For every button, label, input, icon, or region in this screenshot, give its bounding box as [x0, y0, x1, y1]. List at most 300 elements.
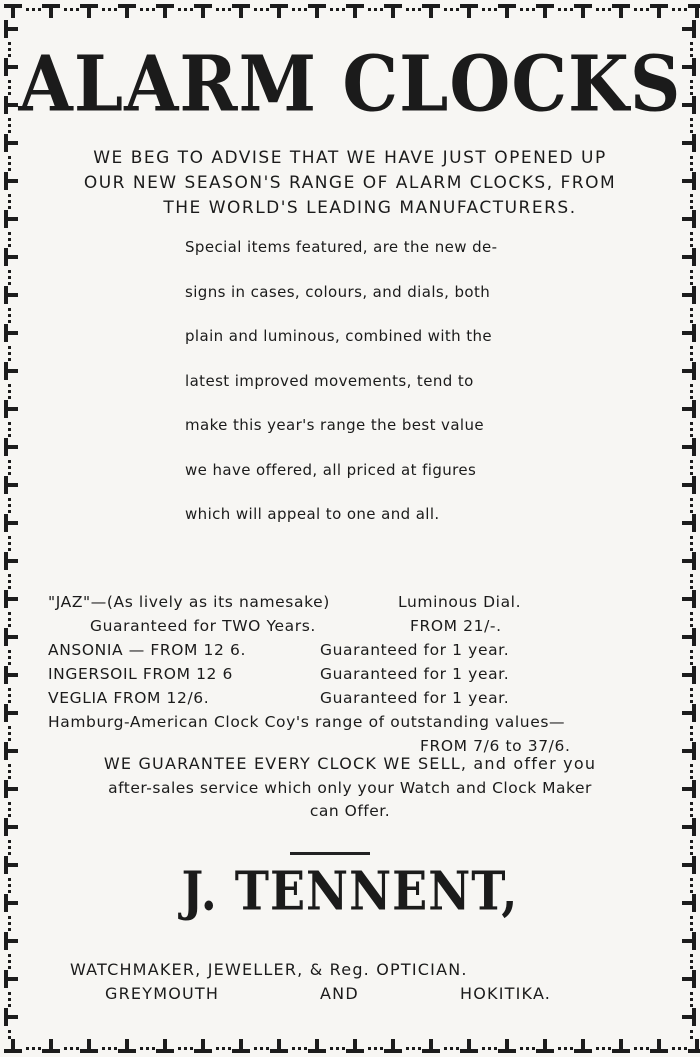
border-ornament	[646, 8, 649, 11]
border-ornament	[8, 314, 11, 317]
border-ornament	[8, 428, 11, 431]
product-name: ANSONIA — FROM 12 6.	[48, 641, 246, 659]
product-row	[48, 662, 648, 686]
border-ornament	[254, 8, 257, 11]
border-ornament	[391, 1039, 395, 1053]
border-ornament	[304, 1047, 307, 1050]
border-ornament	[682, 141, 696, 145]
border-ornament	[8, 852, 11, 855]
town-greymouth: GREYMOUTH	[105, 984, 220, 1003]
border-ornament	[682, 597, 696, 601]
border-ornament	[4, 217, 18, 221]
border-ornament	[8, 624, 11, 627]
border-ornament	[336, 8, 339, 11]
border-ornament	[690, 358, 693, 361]
border-ornament	[70, 8, 73, 11]
border-ornament	[8, 954, 11, 957]
border-ornament	[8, 422, 11, 425]
border-ornament	[108, 8, 111, 11]
border-ornament	[690, 472, 693, 475]
border-ornament	[682, 445, 696, 449]
border-ornament	[8, 922, 11, 925]
border-ornament	[8, 270, 11, 273]
border-ornament	[163, 1039, 167, 1053]
border-ornament	[456, 1047, 459, 1050]
border-ornament	[640, 8, 643, 11]
border-ornament	[49, 4, 53, 18]
border-ornament	[690, 244, 693, 247]
paragraph-line: which will appeal to one and all.	[185, 505, 440, 523]
border-ornament	[690, 1030, 693, 1033]
border-ornament	[690, 232, 693, 235]
border-ornament	[4, 787, 18, 791]
border-ornament	[4, 1015, 18, 1019]
border-ornament	[4, 407, 18, 411]
border-ornament	[8, 548, 11, 551]
paragraph-line: latest improved movements, tend to	[185, 371, 474, 390]
border-ornament	[488, 1047, 491, 1050]
guarantee-line: can Offer.	[309, 802, 391, 820]
border-ornament	[190, 8, 193, 11]
product-detail: Guaranteed for 1 year.	[320, 641, 510, 659]
border-ornament	[49, 1039, 53, 1053]
border-ornament	[277, 1039, 281, 1053]
border-ornament	[184, 1047, 187, 1050]
product-detail: FROM 7/6 to 37/6.	[420, 737, 571, 755]
border-ornament	[488, 8, 491, 11]
border-ornament	[26, 1047, 29, 1050]
border-ornament	[87, 4, 91, 18]
border-ornament	[8, 700, 11, 703]
border-ornament	[178, 1047, 181, 1050]
border-ornament	[4, 179, 18, 183]
border-ornament	[619, 4, 623, 18]
border-ornament	[8, 156, 11, 159]
border-ornament	[682, 825, 696, 829]
border-ornament	[684, 1047, 687, 1050]
border-ornament	[602, 8, 605, 11]
border-ornament	[690, 726, 693, 729]
border-ornament	[8, 460, 11, 463]
border-ornament	[690, 612, 693, 615]
border-ornament	[690, 168, 693, 171]
border-ornament	[64, 8, 67, 11]
border-ornament	[690, 346, 693, 349]
border-ornament	[690, 460, 693, 463]
border-ornament	[87, 1039, 91, 1053]
border-ornament	[4, 27, 18, 31]
border-ornament	[450, 1047, 453, 1050]
product-name: Guaranteed for TWO Years.	[90, 617, 316, 635]
border-ornament	[216, 1047, 219, 1050]
border-ornament	[102, 1047, 105, 1050]
border-ornament	[412, 8, 415, 11]
border-ornament	[8, 384, 11, 387]
border-ornament	[4, 635, 18, 639]
border-ornament	[690, 732, 693, 735]
border-ornament	[690, 960, 693, 963]
border-ornament	[4, 711, 18, 715]
border-ornament	[690, 434, 693, 437]
border-ornament	[690, 700, 693, 703]
border-ornament	[429, 4, 433, 18]
border-ornament	[8, 992, 11, 995]
border-ornament	[543, 1039, 547, 1053]
divider-rule	[290, 852, 370, 855]
border-ornament	[682, 787, 696, 791]
border-ornament	[8, 130, 11, 133]
border-ornament	[690, 840, 693, 843]
border-ornament	[412, 1047, 415, 1050]
border-ornament	[682, 673, 696, 677]
border-ornament	[690, 320, 693, 323]
border-ornament	[418, 8, 421, 11]
border-ornament	[190, 1047, 193, 1050]
border-ornament	[690, 428, 693, 431]
border-ornament	[8, 308, 11, 311]
border-ornament	[690, 624, 693, 627]
border-ornament	[682, 635, 696, 639]
border-ornament	[8, 542, 11, 545]
border-ornament	[690, 276, 693, 279]
border-ornament	[8, 232, 11, 235]
border-ornament	[657, 4, 661, 18]
border-ornament	[494, 8, 497, 11]
border-ornament	[429, 1039, 433, 1053]
border-ornament	[482, 8, 485, 11]
border-ornament	[380, 8, 383, 11]
border-ornament	[690, 776, 693, 779]
border-ornament	[672, 1047, 675, 1050]
border-ornament	[380, 1047, 383, 1050]
border-ornament	[239, 4, 243, 18]
border-ornament	[76, 8, 79, 11]
border-ornament	[8, 808, 11, 811]
border-ornament	[8, 726, 11, 729]
border-ornament	[102, 8, 105, 11]
border-ornament	[8, 802, 11, 805]
border-ornament	[602, 1047, 605, 1050]
border-ornament	[4, 331, 18, 335]
border-ornament	[8, 472, 11, 475]
border-ornament	[8, 396, 11, 399]
border-ornament	[418, 1047, 421, 1050]
border-ornament	[152, 8, 155, 11]
border-ornament	[4, 293, 18, 297]
border-ornament	[690, 270, 693, 273]
border-ornament	[690, 498, 693, 501]
border-ornament	[368, 1047, 371, 1050]
border-ornament	[4, 559, 18, 563]
border-ornament	[608, 8, 611, 11]
border-ornament	[526, 8, 529, 11]
border-ornament	[570, 1047, 573, 1050]
border-ornament	[8, 998, 11, 1001]
border-ornament	[690, 548, 693, 551]
border-ornament	[690, 466, 693, 469]
border-ornament	[277, 4, 281, 18]
border-ornament	[8, 650, 11, 653]
border-ornament	[125, 1039, 129, 1053]
border-ornament	[690, 650, 693, 653]
border-ornament	[444, 8, 447, 11]
border-ornament	[690, 510, 693, 513]
border-ornament	[695, 4, 699, 18]
border-ornament	[532, 8, 535, 11]
border-ornament	[564, 8, 567, 11]
border-ornament	[406, 8, 409, 11]
border-ornament	[596, 8, 599, 11]
border-ornament	[682, 939, 696, 943]
paragraph-line: we have offered, all priced at figures	[185, 460, 477, 479]
border-ornament	[467, 1039, 471, 1053]
border-ornament	[690, 618, 693, 621]
border-ornament	[581, 1039, 585, 1053]
product-row	[48, 638, 648, 662]
border-ornament	[4, 445, 18, 449]
border-ornament	[4, 141, 18, 145]
border-ornament	[682, 977, 696, 981]
border-ornament	[342, 1047, 345, 1050]
border-ornament	[8, 504, 11, 507]
border-ornament	[8, 612, 11, 615]
border-ornament	[634, 1047, 637, 1050]
border-ornament	[8, 586, 11, 589]
border-ornament	[8, 618, 11, 621]
border-ornament	[8, 346, 11, 349]
border-ornament	[8, 352, 11, 355]
product-row	[48, 614, 648, 638]
border-ornament	[505, 1039, 509, 1053]
border-ornament	[374, 8, 377, 11]
border-ornament	[336, 1047, 339, 1050]
border-ornament	[8, 498, 11, 501]
product-name: INGERSOIL FROM 12 6	[48, 665, 234, 683]
border-ornament	[690, 580, 693, 583]
border-ornament	[8, 1030, 11, 1033]
border-ornament	[596, 1047, 599, 1050]
border-ornament	[467, 4, 471, 18]
paragraph-line: signs in cases, colours, and dials, both	[185, 282, 491, 301]
border-ornament	[690, 504, 693, 507]
border-ornament	[456, 8, 459, 11]
border-ornament	[8, 358, 11, 361]
border-ornament	[8, 688, 11, 691]
border-ornament	[634, 8, 637, 11]
border-ornament	[520, 8, 523, 11]
border-ornament	[678, 8, 681, 11]
border-ornament	[8, 162, 11, 165]
border-ornament	[178, 8, 181, 11]
border-ornament	[672, 8, 675, 11]
product-detail: FROM 21/-.	[410, 617, 502, 635]
border-ornament	[682, 711, 696, 715]
border-ornament	[114, 8, 117, 11]
border-ornament	[315, 4, 319, 18]
border-ornament	[8, 846, 11, 849]
border-ornament	[260, 1047, 263, 1050]
border-ornament	[690, 966, 693, 969]
border-ornament	[690, 200, 693, 203]
border-ornament	[690, 352, 693, 355]
border-ornament	[690, 1036, 693, 1039]
border-ornament	[8, 1004, 11, 1007]
border-ornament	[8, 662, 11, 665]
border-ornament	[8, 200, 11, 203]
guarantee-line: after-sales service which only your Watch and Clock Maker	[108, 779, 592, 797]
border-ornament	[38, 8, 41, 11]
border-ornament	[8, 276, 11, 279]
product-detail: Luminous Dial.	[398, 593, 522, 611]
border-ornament	[184, 8, 187, 11]
border-ornament	[298, 8, 301, 11]
border-ornament	[690, 992, 693, 995]
border-ornament	[8, 244, 11, 247]
border-ornament	[8, 814, 11, 817]
border-ornament	[608, 1047, 611, 1050]
border-ornament	[444, 1047, 447, 1050]
border-ornament	[690, 194, 693, 197]
product-detail: Guaranteed for 1 year.	[320, 665, 510, 683]
decorative-border-top	[0, 0, 700, 22]
border-ornament	[8, 434, 11, 437]
border-ornament	[690, 808, 693, 811]
border-ornament	[8, 960, 11, 963]
border-ornament	[114, 1047, 117, 1050]
border-ornament	[570, 8, 573, 11]
border-ornament	[228, 1047, 231, 1050]
border-ornament	[690, 586, 693, 589]
product-list	[48, 590, 648, 758]
product-row	[48, 710, 648, 734]
border-ornament	[690, 1004, 693, 1007]
product-name: VEGLIA FROM 12/6.	[48, 689, 210, 707]
border-ornament	[682, 179, 696, 183]
border-ornament	[222, 1047, 225, 1050]
border-ornament	[342, 8, 345, 11]
border-ornament	[690, 314, 693, 317]
border-ornament	[406, 1047, 409, 1050]
border-ornament	[678, 1047, 681, 1050]
border-ornament	[8, 168, 11, 171]
border-ornament	[8, 966, 11, 969]
border-ornament	[4, 483, 18, 487]
border-ornament	[684, 8, 687, 11]
border-ornament	[564, 1047, 567, 1050]
border-ornament	[8, 694, 11, 697]
headline: ALARM CLOCKS	[18, 38, 682, 130]
border-ornament	[146, 8, 149, 11]
border-ornament	[690, 998, 693, 1001]
border-ornament	[38, 1047, 41, 1050]
product-row	[48, 686, 648, 710]
town-hokitika: HOKITIKA.	[460, 984, 552, 1003]
border-ornament	[368, 8, 371, 11]
border-ornament	[163, 4, 167, 18]
border-ornament	[482, 1047, 485, 1050]
border-ornament	[330, 1047, 333, 1050]
border-ornament	[64, 1047, 67, 1050]
border-ornament	[353, 4, 357, 18]
border-ornament	[4, 977, 18, 981]
border-ornament	[8, 194, 11, 197]
border-ornament	[70, 1047, 73, 1050]
border-ornament	[11, 1039, 15, 1053]
paragraph-line: make this year's range the best value	[185, 416, 485, 434]
border-ornament	[108, 1047, 111, 1050]
border-ornament	[558, 1047, 561, 1050]
product-row	[48, 590, 648, 614]
border-ornament	[8, 206, 11, 209]
border-ornament	[543, 4, 547, 18]
border-ornament	[581, 4, 585, 18]
border-ornament	[526, 1047, 529, 1050]
border-ornament	[8, 738, 11, 741]
border-ornament	[8, 656, 11, 659]
border-ornament	[690, 156, 693, 159]
border-ornament	[682, 749, 696, 753]
border-ornament	[8, 580, 11, 583]
border-ornament	[690, 422, 693, 425]
border-ornament	[8, 510, 11, 513]
border-ornament	[8, 238, 11, 241]
border-ornament	[690, 308, 693, 311]
border-ornament	[690, 282, 693, 285]
border-ornament	[292, 1047, 295, 1050]
town-conjunction: AND	[320, 984, 359, 1003]
guarantee-line: WE GUARANTEE EVERY CLOCK WE SELL, and offer you	[103, 754, 597, 773]
border-ornament	[216, 8, 219, 11]
intro-line: OUR NEW SEASON'S RANGE OF ALARM CLOCKS, FROM	[83, 173, 617, 193]
border-ornament	[11, 4, 15, 18]
border-ornament	[682, 331, 696, 335]
border-ornament	[690, 574, 693, 577]
border-ornament	[315, 1039, 319, 1053]
border-ornament	[26, 8, 29, 11]
border-ornament	[298, 1047, 301, 1050]
border-ornament	[32, 8, 35, 11]
trade-details	[70, 958, 630, 1006]
border-ornament	[8, 732, 11, 735]
border-ornament	[125, 4, 129, 18]
border-ornament	[682, 255, 696, 259]
border-ornament	[254, 1047, 257, 1050]
border-ornament	[682, 369, 696, 373]
border-ornament	[690, 846, 693, 849]
border-ornament	[353, 1039, 357, 1053]
border-ornament	[4, 369, 18, 373]
intro-paragraph	[30, 146, 670, 221]
border-ornament	[690, 738, 693, 741]
border-ornament	[140, 1047, 143, 1050]
border-ornament	[8, 390, 11, 393]
border-ornament	[140, 8, 143, 11]
border-ornament	[690, 656, 693, 659]
paragraph-line: Special items featured, are the new de-	[185, 238, 498, 256]
border-ornament	[8, 536, 11, 539]
product-name: Hamburg-American Clock Coy's range of outstanding values—	[48, 713, 566, 731]
border-ornament	[505, 4, 509, 18]
border-ornament	[690, 694, 693, 697]
product-name: "JAZ"—(As lively as its namesake)	[48, 593, 330, 611]
border-ornament	[690, 390, 693, 393]
border-ornament	[690, 238, 693, 241]
border-ornament	[690, 130, 693, 133]
border-ornament	[690, 852, 693, 855]
border-ornament	[292, 8, 295, 11]
border-ornament	[494, 1047, 497, 1050]
border-ornament	[239, 1039, 243, 1053]
